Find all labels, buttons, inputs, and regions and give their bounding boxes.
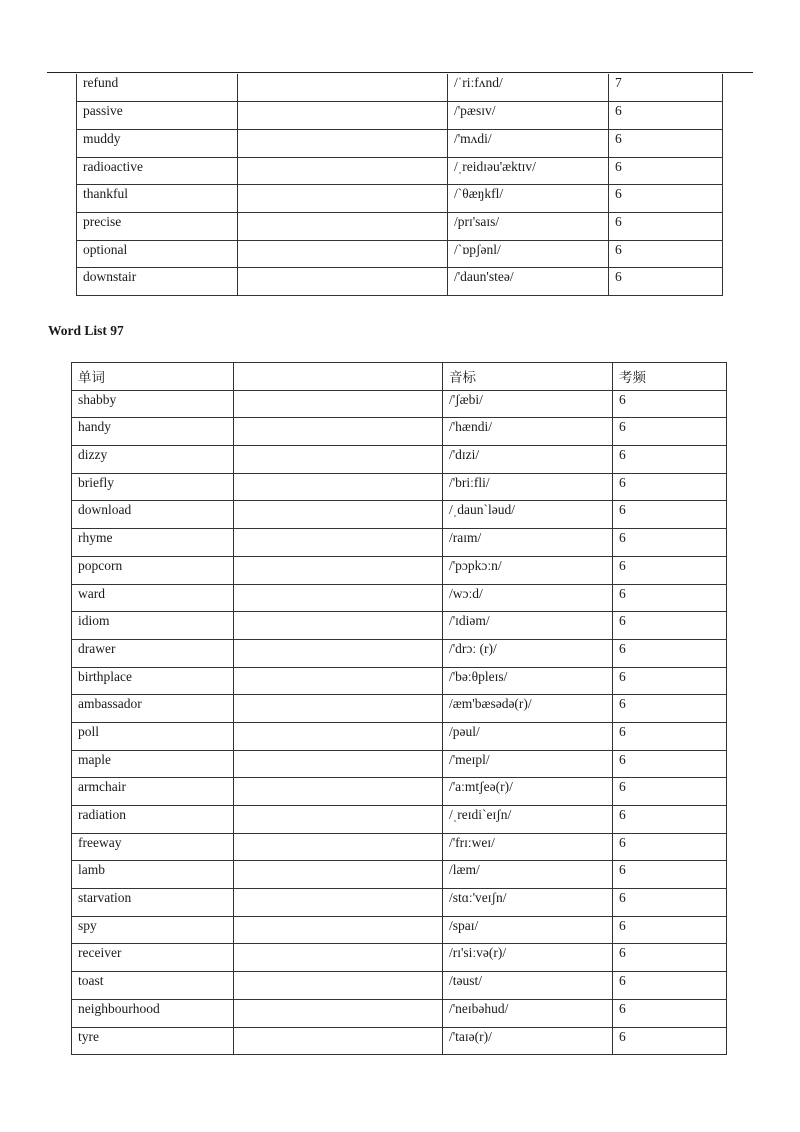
word-cell: lamb — [72, 861, 234, 889]
table-row — [72, 612, 727, 640]
word-cell: ambassador — [72, 695, 234, 723]
phonetic-cell: /'frɪːweɪ/ — [443, 833, 613, 861]
phonetic-cell: /'hændi/ — [443, 418, 613, 446]
phonetic-cell: /'aːmtʃeə(r)/ — [443, 778, 613, 806]
phonetic-cell: /'ɪdiəm/ — [443, 612, 613, 640]
frequency-cell: 6 — [613, 833, 727, 861]
phonetic-cell: /ˈriːfʌnd/ — [448, 74, 609, 102]
phonetic-cell: /'drɔː (r)/ — [443, 639, 613, 667]
blank-cell — [238, 74, 448, 102]
blank-cell — [234, 1027, 443, 1055]
word-cell: muddy — [77, 129, 238, 157]
blank-cell — [234, 501, 443, 529]
phonetic-cell: /'daun'steə/ — [448, 268, 609, 296]
frequency-cell: 6 — [613, 584, 727, 612]
table-header-row — [72, 363, 727, 391]
word-cell: dizzy — [72, 446, 234, 474]
word-cell: toast — [72, 972, 234, 1000]
table-row — [77, 240, 723, 268]
word-cell: spy — [72, 916, 234, 944]
frequency-cell: 6 — [613, 473, 727, 501]
table-row — [77, 129, 723, 157]
table-row — [72, 916, 727, 944]
table-row — [77, 157, 723, 185]
phonetic-cell: /ˋθæŋkfl/ — [448, 185, 609, 213]
blank-cell — [234, 667, 443, 695]
blank-cell — [234, 695, 443, 723]
phonetic-cell: /'ʃæbi/ — [443, 390, 613, 418]
frequency-cell: 6 — [613, 916, 727, 944]
blank-cell — [234, 806, 443, 834]
blank-cell — [234, 584, 443, 612]
phonetic-cell: /'briːfli/ — [443, 473, 613, 501]
frequency-cell: 6 — [613, 446, 727, 474]
header-frequency: 考频 — [613, 363, 727, 391]
table-row — [72, 529, 727, 557]
table-row — [72, 889, 727, 917]
frequency-cell: 6 — [613, 861, 727, 889]
phonetic-cell: /'meɪpl/ — [443, 750, 613, 778]
blank-cell — [234, 999, 443, 1027]
phonetic-cell: /'dɪzi/ — [443, 446, 613, 474]
phonetic-cell: /təust/ — [443, 972, 613, 1000]
blank-cell — [234, 446, 443, 474]
blank-cell — [234, 972, 443, 1000]
table-row — [77, 102, 723, 130]
frequency-cell: 6 — [613, 556, 727, 584]
phonetic-cell: /ˌreɪdiˋeɪʃn/ — [443, 806, 613, 834]
table-row — [72, 722, 727, 750]
phonetic-cell: /'mʌdi/ — [448, 129, 609, 157]
frequency-cell: 6 — [613, 722, 727, 750]
table-row — [72, 861, 727, 889]
table-row — [72, 750, 727, 778]
word-cell: refund — [77, 74, 238, 102]
frequency-cell: 6 — [613, 889, 727, 917]
word-cell: neighbourhood — [72, 999, 234, 1027]
blank-cell — [234, 778, 443, 806]
phonetic-cell: /spaɪ/ — [443, 916, 613, 944]
phonetic-cell: /læm/ — [443, 861, 613, 889]
blank-cell — [238, 157, 448, 185]
word-cell: birthplace — [72, 667, 234, 695]
table-row — [77, 74, 723, 102]
phonetic-cell: /'neɪbəhud/ — [443, 999, 613, 1027]
header-phonetic: 音标 — [443, 363, 613, 391]
frequency-cell: 6 — [609, 212, 723, 240]
word-cell: receiver — [72, 944, 234, 972]
word-cell: armchair — [72, 778, 234, 806]
phonetic-cell: /'pɔpkɔːn/ — [443, 556, 613, 584]
frequency-cell: 6 — [609, 129, 723, 157]
phonetic-cell: /ˌdaunˋləud/ — [443, 501, 613, 529]
frequency-cell: 6 — [613, 972, 727, 1000]
word-cell: downstair — [77, 268, 238, 296]
word-cell: download — [72, 501, 234, 529]
phonetic-cell: /ˋɒpʃənl/ — [448, 240, 609, 268]
frequency-cell: 7 — [609, 74, 723, 102]
frequency-cell: 6 — [609, 268, 723, 296]
section-title: Word List 97 — [48, 323, 124, 338]
phonetic-cell: /ˌreidɪəu'æktɪv/ — [448, 157, 609, 185]
frequency-cell: 6 — [613, 639, 727, 667]
blank-cell — [234, 639, 443, 667]
table-row — [72, 999, 727, 1027]
blank-cell — [234, 612, 443, 640]
table-row — [77, 185, 723, 213]
phonetic-cell: /wɔːd/ — [443, 584, 613, 612]
table-row — [72, 778, 727, 806]
frequency-cell: 6 — [613, 1027, 727, 1055]
word-cell: rhyme — [72, 529, 234, 557]
blank-cell — [234, 390, 443, 418]
phonetic-cell: /'bəːθpleɪs/ — [443, 667, 613, 695]
word-cell: idiom — [72, 612, 234, 640]
word-cell: optional — [77, 240, 238, 268]
phonetic-cell: /raɪm/ — [443, 529, 613, 557]
word-cell: maple — [72, 750, 234, 778]
frequency-cell: 6 — [613, 529, 727, 557]
table-row — [72, 473, 727, 501]
frequency-cell: 6 — [609, 185, 723, 213]
word-cell: radiation — [72, 806, 234, 834]
frequency-cell: 6 — [613, 390, 727, 418]
table-row — [72, 446, 727, 474]
blank-cell — [234, 833, 443, 861]
phonetic-cell: /rɪ'siːvə(r)/ — [443, 944, 613, 972]
frequency-cell: 6 — [613, 418, 727, 446]
word-cell: shabby — [72, 390, 234, 418]
header-blank — [234, 363, 443, 391]
frequency-cell: 6 — [613, 806, 727, 834]
blank-cell — [238, 212, 448, 240]
blank-cell — [238, 102, 448, 130]
word-cell: briefly — [72, 473, 234, 501]
word-cell: radioactive — [77, 157, 238, 185]
table-row — [72, 806, 727, 834]
phonetic-cell: /'taɪə(r)/ — [443, 1027, 613, 1055]
table-row — [72, 418, 727, 446]
word-cell: handy — [72, 418, 234, 446]
blank-cell — [234, 529, 443, 557]
word-cell: tyre — [72, 1027, 234, 1055]
blank-cell — [238, 185, 448, 213]
table-row — [77, 212, 723, 240]
word-cell: drawer — [72, 639, 234, 667]
word-cell: freeway — [72, 833, 234, 861]
frequency-cell: 6 — [609, 157, 723, 185]
frequency-cell: 6 — [613, 999, 727, 1027]
blank-cell — [234, 473, 443, 501]
frequency-cell: 6 — [613, 501, 727, 529]
word-table-continued — [76, 74, 723, 296]
table-row — [72, 1027, 727, 1055]
frequency-cell: 6 — [613, 944, 727, 972]
blank-cell — [234, 722, 443, 750]
table-row — [72, 972, 727, 1000]
phonetic-cell: /æm'bæsədə(r)/ — [443, 695, 613, 723]
table-row — [72, 556, 727, 584]
frequency-cell: 6 — [613, 695, 727, 723]
blank-cell — [234, 889, 443, 917]
blank-cell — [234, 916, 443, 944]
frequency-cell: 6 — [613, 778, 727, 806]
table-row — [72, 667, 727, 695]
blank-cell — [234, 944, 443, 972]
table-row — [72, 501, 727, 529]
blank-cell — [238, 129, 448, 157]
word-cell: starvation — [72, 889, 234, 917]
table-row — [72, 695, 727, 723]
word-cell: precise — [77, 212, 238, 240]
phonetic-cell: /'pæsɪv/ — [448, 102, 609, 130]
word-cell: popcorn — [72, 556, 234, 584]
table-row — [72, 944, 727, 972]
phonetic-cell: /stɑː'veɪʃn/ — [443, 889, 613, 917]
phonetic-cell: /prɪ'saɪs/ — [448, 212, 609, 240]
table-row — [72, 390, 727, 418]
blank-cell — [234, 556, 443, 584]
table-row — [72, 639, 727, 667]
table-row — [77, 268, 723, 296]
phonetic-cell: /pəul/ — [443, 722, 613, 750]
blank-cell — [234, 861, 443, 889]
word-cell: passive — [77, 102, 238, 130]
word-cell: thankful — [77, 185, 238, 213]
header-word: 单词 — [72, 363, 234, 391]
word-cell: poll — [72, 722, 234, 750]
blank-cell — [238, 240, 448, 268]
header-rule — [47, 72, 753, 73]
word-cell: ward — [72, 584, 234, 612]
blank-cell — [238, 268, 448, 296]
blank-cell — [234, 418, 443, 446]
word-list-97-table — [71, 362, 727, 1055]
frequency-cell: 6 — [613, 612, 727, 640]
frequency-cell: 6 — [609, 102, 723, 130]
frequency-cell: 6 — [613, 667, 727, 695]
table-row — [72, 584, 727, 612]
frequency-cell: 6 — [609, 240, 723, 268]
blank-cell — [234, 750, 443, 778]
table-row — [72, 833, 727, 861]
frequency-cell: 6 — [613, 750, 727, 778]
